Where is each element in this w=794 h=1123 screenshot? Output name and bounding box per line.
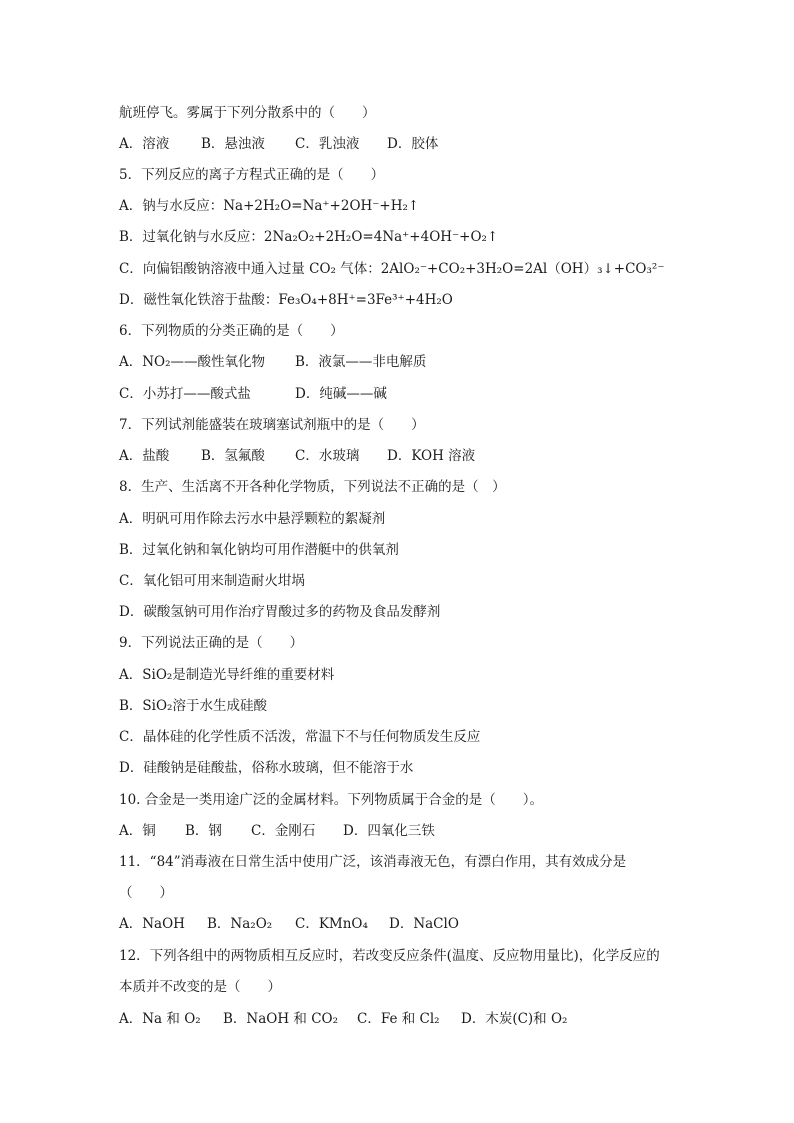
option-c: C．小苏打——酸式盐 <box>119 386 251 402</box>
question-5-option-b: B．过氧化钠与水反应：2Na₂O₂+2H₂O=4Na⁺+4OH⁻+O₂↑ <box>119 229 499 245</box>
question-8-option-b: B．过氧化钠和氧化钠均可用作潜艇中的供氧剂 <box>119 542 399 558</box>
question-10-options <box>119 822 689 840</box>
option-a: A．盐酸 <box>119 448 170 464</box>
question-11-options <box>119 915 689 933</box>
question-12-stem: 12．下列各组中的两物质相互反应时，若改变反应条件(温度、反应物用量比)，化学反应的 <box>119 948 660 964</box>
option-d: D．KOH 溶液 <box>387 448 476 464</box>
question-5-option-c: C．向偏铝酸钠溶液中通入过量 CO₂ 气体：2AlO₂⁻+CO₂+3H₂O=2Al（OH）₃↓+CO₃²⁻ <box>119 261 665 277</box>
option-b: B．Na₂O₂ <box>207 916 273 932</box>
option-a: A．Na 和 O₂ <box>119 1011 201 1027</box>
question-9-stem: 9．下列说法正确的是（ ） <box>119 635 304 651</box>
option-c: C．金刚石 <box>251 823 316 839</box>
question-6-options-row-2 <box>119 385 689 403</box>
question-5-option-d: D．磁性氧化铁溶于盐酸：Fe₃O₄+8H⁺=3Fe³⁺+4H₂O <box>119 292 453 308</box>
question-6-stem: 6．下列物质的分类正确的是（ ） <box>119 323 344 339</box>
question-9-option-d: D．硅酸钠是硅酸盐，俗称水玻璃，但不能溶于水 <box>119 760 414 776</box>
question-6-options-row-1 <box>119 353 689 371</box>
option-d: D．木炭(C)和 O₂ <box>461 1011 568 1027</box>
option-d: D．纯碱——碱 <box>295 386 387 402</box>
option-b: B．液氯——非电解质 <box>295 354 427 370</box>
question-9-option-c: C．晶体硅的化学性质不活泼，常温下不与任何物质发生反应 <box>119 729 481 745</box>
question-5-option-a: A．钠与水反应：Na+2H₂O=Na⁺+2OH⁻+H₂↑ <box>119 198 420 214</box>
option-a: A．铜 <box>119 823 156 839</box>
option-b: B．钢 <box>185 823 222 839</box>
question-8-option-d: D．碳酸氢钠可用作治疗胃酸过多的药物及食品发酵剂 <box>119 604 441 620</box>
option-b: B．悬浊液 <box>201 136 265 152</box>
question-9-option-b: B．SiO₂溶于水生成硅酸 <box>119 698 267 714</box>
question-4-stem-continued: 航班停飞。雾属于下列分散系中的（ ） <box>119 105 376 121</box>
option-c: C．KMnO₄ <box>295 916 368 932</box>
question-8-option-a: A．明矾可用作除去污水中悬浮颗粒的絮凝剂 <box>119 511 386 527</box>
option-c: C．乳浊液 <box>295 136 360 152</box>
option-d: D．胶体 <box>387 136 439 152</box>
question-5-stem: 5．下列反应的离子方程式正确的是（ ） <box>119 167 385 183</box>
question-12-options <box>119 1010 689 1028</box>
option-d: D．四氧化三铁 <box>343 823 435 839</box>
question-4-options <box>119 135 689 153</box>
question-9-option-a: A．SiO₂是制造光导纤维的重要材料 <box>119 667 335 683</box>
question-10-stem: 10. 合金是一类用途广泛的金属材料。下列物质属于合金的是（ ）。 <box>119 792 544 808</box>
question-7-options <box>119 447 689 465</box>
option-c: C．水玻璃 <box>295 448 360 464</box>
option-a: A．NO₂——酸性氧化物 <box>119 354 266 370</box>
question-12-stem-continued: 本质并不改变的是（ ） <box>119 979 281 995</box>
question-8-stem: 8．生产、生活离不开各种化学物质，下列说法不正确的是（ ） <box>119 479 506 495</box>
option-a: A．溶液 <box>119 136 170 152</box>
option-b: B．NaOH 和 CO₂ <box>223 1011 339 1027</box>
option-b: B．氢氟酸 <box>201 448 265 464</box>
option-c: C．Fe 和 Cl₂ <box>357 1011 440 1027</box>
question-8-option-c: C．氧化铝可用来制造耐火坩埚 <box>119 573 305 589</box>
option-d: D．NaClO <box>389 916 459 932</box>
question-11-stem: 11．“84”消毒液在日常生活中使用广泛，该消毒液无色，有漂白作用，其有效成分是 <box>119 854 627 870</box>
question-11-stem-continued: （ ） <box>119 885 173 901</box>
option-a: A．NaOH <box>119 916 185 932</box>
question-7-stem: 7．下列试剂能盛装在玻璃塞试剂瓶中的是（ ） <box>119 417 425 433</box>
